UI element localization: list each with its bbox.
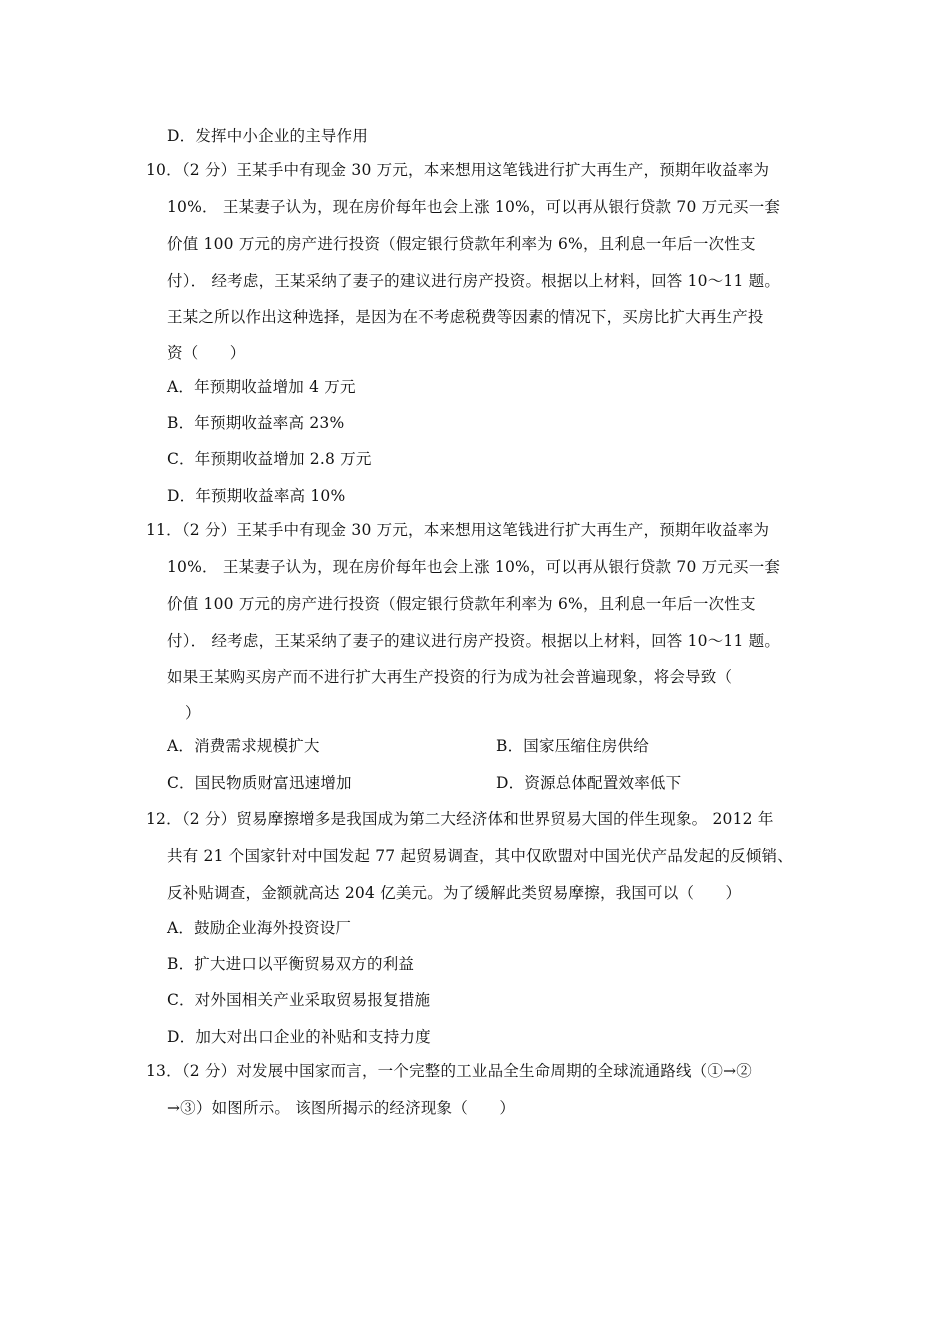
q12-stem-line-1: 12．（2 分）贸易摩擦增多是我国成为第二大经济体和世界贸易大国的伴生现象。 2012 年 — [146, 810, 774, 828]
q12-option-d: D．加大对出口企业的补贴和支持力度 — [167, 1028, 431, 1046]
q12-option-a: A．鼓励企业海外投资设厂 — [167, 919, 352, 937]
q10-stem-line-6: 资（ ） — [167, 344, 246, 362]
q12-option-c: C．对外国相关产业采取贸易报复措施 — [167, 991, 431, 1009]
q11-stem-line-6: ） — [185, 704, 201, 722]
q11-stem-line-1: 11．（2 分）王某手中有现金 30 万元，本来想用这笔钱进行扩大再生产，预期年收益率为 — [146, 521, 770, 539]
q13-stem-line-2: →③）如图所示。 该图所揭示的经济现象（ ） — [167, 1099, 516, 1117]
q10-option-a: A．年预期收益增加 4 万元 — [167, 378, 356, 396]
q10-option-c: C．年预期收益增加 2.8 万元 — [167, 450, 372, 468]
q12-option-b: B．扩大进口以平衡贸易双方的利益 — [167, 955, 415, 973]
q10-stem-line-3: 价值 100 万元的房产进行投资（假定银行贷款年利率为 6%，且利息一年后一次性支 — [167, 235, 756, 253]
q11-stem-line-3: 价值 100 万元的房产进行投资（假定银行贷款年利率为 6%，且利息一年后一次性支 — [167, 595, 756, 613]
q13-stem-line-1: 13．（2 分）对发展中国家而言，一个完整的工业品全生命周期的全球流通路线（①→② — [146, 1062, 752, 1080]
q10-stem-line-5: 王某之所以作出这种选择，是因为在不考虑税费等因素的情况下，买房比扩大再生产投 — [167, 308, 764, 326]
q10-stem-line-1: 10．（2 分）王某手中有现金 30 万元，本来想用这笔钱进行扩大再生产，预期年收益率为 — [146, 161, 770, 179]
q10-option-b: B．年预期收益率高 23% — [167, 414, 345, 432]
q9-option-d: D．发挥中小企业的主导作用 — [167, 127, 369, 145]
q10-stem-line-2: 10%． 王某妻子认为，现在房价每年也会上涨 10%，可以再从银行贷款 70 万元买一套 — [167, 198, 781, 216]
q11-stem-line-4: 付）． 经考虑，王某采纳了妻子的建议进行房产投资。根据以上材料，回答 10～11 题。 — [167, 632, 781, 650]
q11-option-a: A．消费需求规模扩大 — [167, 737, 320, 755]
q11-stem-line-2: 10%． 王某妻子认为，现在房价每年也会上涨 10%，可以再从银行贷款 70 万元买一套 — [167, 558, 781, 576]
q10-option-d: D．年预期收益率高 10% — [167, 487, 346, 505]
q11-option-d: D．资源总体配置效率低下 — [496, 774, 682, 792]
q12-stem-line-3: 反补贴调查，金额就高达 204 亿美元。为了缓解此类贸易摩擦，我国可以（ ） — [167, 884, 742, 902]
q11-stem-line-5: 如果王某购买房产而不进行扩大再生产投资的行为成为社会普遍现象，将会导致（ — [167, 668, 733, 686]
q10-stem-line-4: 付）． 经考虑，王某采纳了妻子的建议进行房产投资。根据以上材料，回答 10～11 题。 — [167, 272, 781, 290]
q11-option-c: C．国民物质财富迅速增加 — [167, 774, 352, 792]
q12-stem-line-2: 共有 21 个国家针对中国发起 77 起贸易调查，其中仅欧盟对中国光伏产品发起的反倾销、 — [167, 847, 793, 865]
q11-option-b: B．国家压缩住房供给 — [496, 737, 649, 755]
